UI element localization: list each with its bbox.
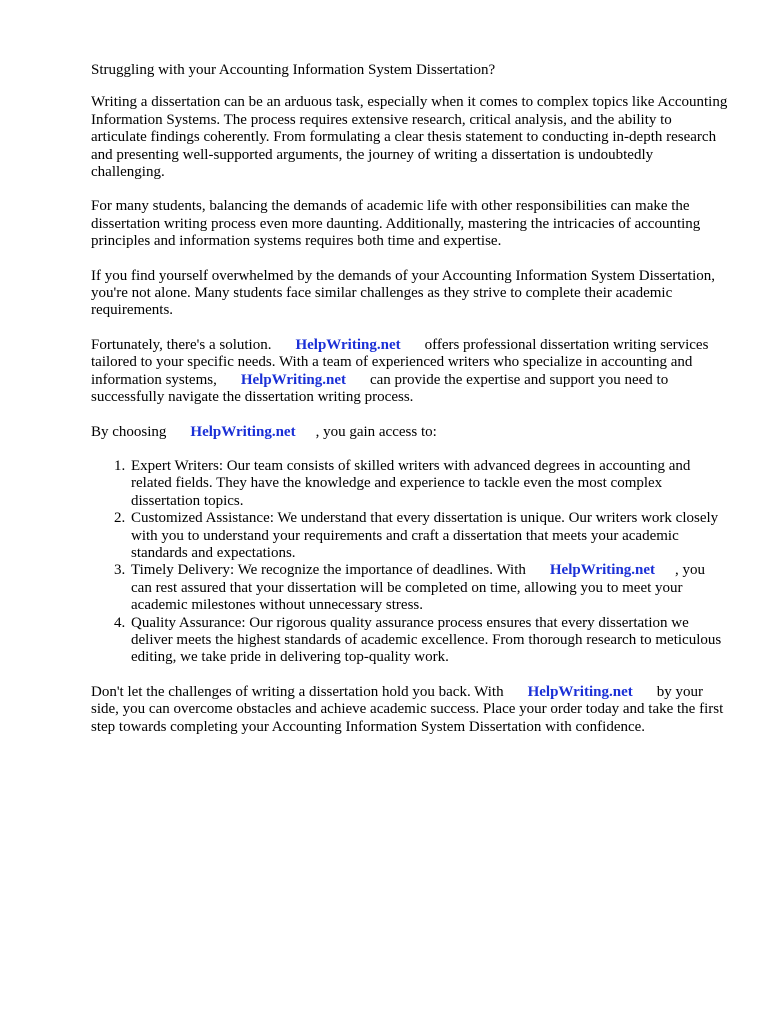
list-item-quality-assurance: 4. Quality Assurance: Our rigorous quality assurance process ensures that every dissertation we deliver meets the highest standards of academic excellence. From thorough research to meticulous editing, we take pride in delivering top-quality work. <box>129 615 728 667</box>
helpwriting-link[interactable]: HelpWriting.net <box>190 423 296 440</box>
solution-text-b: offers professional dissertation writing services tailored to your specific needs. With a team of experienced writers who specialize in accounting and information systems, <box>91 336 709 388</box>
solution-text-c: can provide the expertise and support you need to successfully navigate the dissertation writing process. <box>91 371 669 406</box>
helpwriting-link[interactable]: HelpWriting.net <box>295 336 401 353</box>
document-title: Struggling with your Accounting Information System Dissertation? <box>91 62 496 78</box>
timely-text-a: Timely Delivery: We recognize the importance of deadlines. With <box>131 562 526 579</box>
helpwriting-link[interactable]: HelpWriting.net <box>527 683 633 700</box>
helpwriting-link[interactable]: HelpWriting.net <box>240 371 346 388</box>
list-item-expert-writers: 1. Expert Writers: Our team consists of skilled writers with advanced degrees in accounting and related fields. They have the knowledge and experience to tackle even the most complex dissertation topics. <box>129 458 728 510</box>
list-item-customized-assistance: 2. Customized Assistance: We understand that every dissertation is unique. Our writers work closely with you to understand your requirements and craft a dissertation that meets your academic standards and expectations. <box>129 510 728 562</box>
helpwriting-link[interactable]: HelpWriting.net <box>549 562 656 579</box>
solution-text-a: Fortunately, there's a solution. <box>91 336 272 353</box>
closing-text-b: by your side, you can overcome obstacles and achieve academic success. Place your order today and take the first step towards completing your Accounting Information System Dissertation with confidence. <box>91 683 724 735</box>
paragraph-by-choosing <box>91 424 728 441</box>
list-item-timely-delivery <box>129 562 728 614</box>
by-choosing-text-a: By choosing <box>91 423 167 440</box>
paragraph-overwhelmed: If you find yourself overwhelmed by the demands of your Accounting Information System Dissertation, you're not alone. Many students face similar challenges as they strive to complete their academic requirements. <box>91 267 716 319</box>
paragraph-intro: Writing a dissertation can be an arduous task, especially when it comes to complex topics like Accounting Information Systems. The process requires extensive research, critical analysis, and the ability to articulate findings coherently. From formulating a clear thesis statement to conducting in-depth research and presenting well-supported arguments, the journey of writing a dissertation is undoubtedly challenging. <box>91 94 728 181</box>
paragraph-challenges: For many students, balancing the demands of academic life with other responsibilities can make the dissertation writing process even more daunting. Additionally, mastering the intricacies of accounting principles and information systems requires both time and expertise. <box>91 198 701 250</box>
by-choosing-text-b: , you gain access to: <box>315 423 437 440</box>
paragraph-solution <box>91 337 728 407</box>
timely-text-b: , you can rest assured that your dissertation will be completed on time, allowing you to meet your academic milestones without unnecessary stress. <box>131 562 706 614</box>
closing-text-a: Don't let the challenges of writing a dissertation hold you back. With <box>91 683 504 700</box>
benefits-list <box>91 458 728 667</box>
paragraph-closing <box>91 684 728 736</box>
